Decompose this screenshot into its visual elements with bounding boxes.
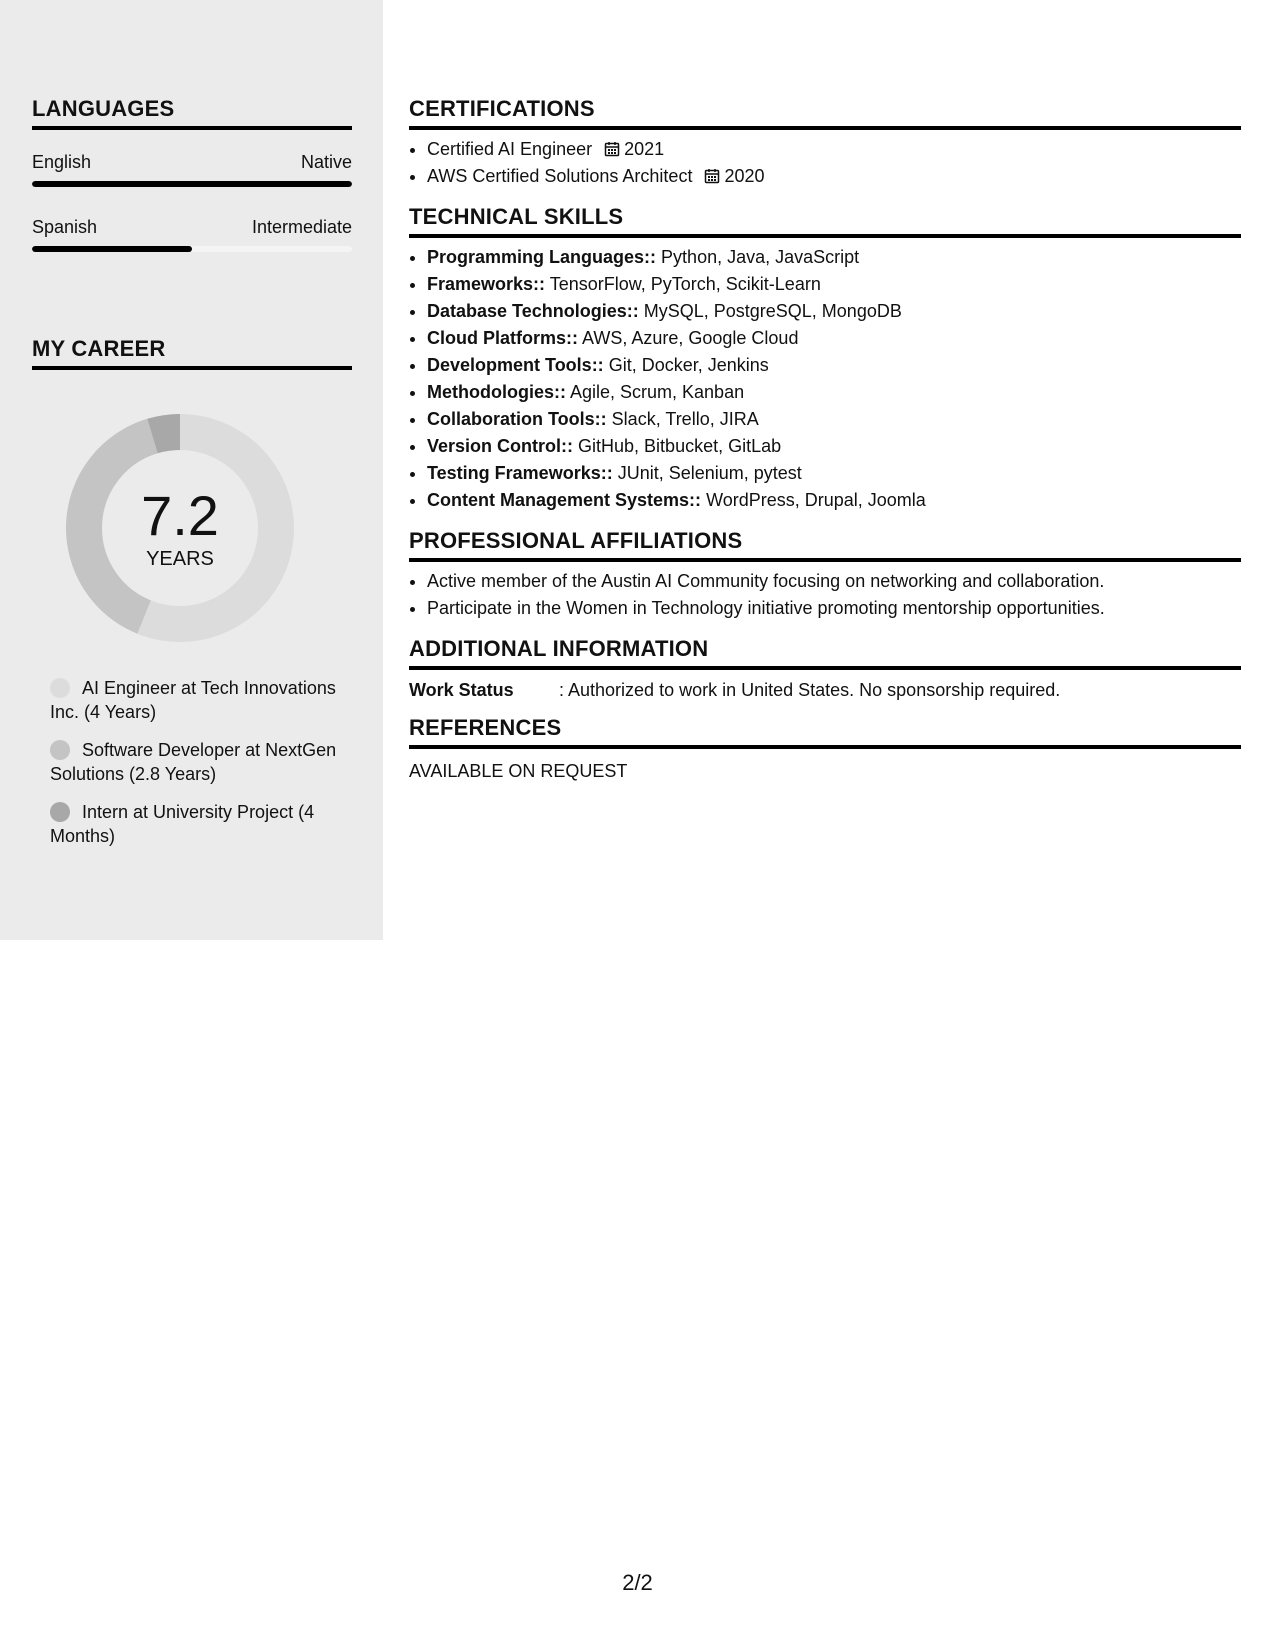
- languages-title: LANGUAGES: [32, 96, 352, 130]
- certification-name: AWS Certified Solutions Architect: [427, 166, 693, 186]
- skills-section: [409, 204, 1241, 514]
- skill-value: Git, Docker, Jenkins: [608, 355, 769, 375]
- work-status-label: Work Status: [409, 680, 514, 700]
- skill-value: JUnit, Selenium, pytest: [617, 463, 802, 483]
- career-section: [32, 336, 352, 370]
- skill-item: [427, 460, 1241, 487]
- language-level: Intermediate: [251, 217, 352, 237]
- skill-item: [427, 298, 1241, 325]
- skill-item: [427, 379, 1241, 406]
- skill-value: TensorFlow, PyTorch, Scikit-Learn: [549, 274, 821, 294]
- skill-label: Methodologies::: [427, 382, 566, 402]
- language-row: [32, 217, 352, 238]
- work-status-value: : Authorized to work in United States. No sponsorship required.: [559, 680, 1061, 700]
- skill-item: [427, 244, 1241, 271]
- skill-value: Slack, Trello, JIRA: [611, 409, 759, 429]
- certifications-section: [409, 96, 1241, 190]
- language-level-fill: [32, 181, 352, 187]
- main-content: [409, 96, 1241, 796]
- language-row: [32, 152, 352, 173]
- skill-item: [427, 271, 1241, 298]
- affiliations-section: [409, 528, 1241, 622]
- skill-label: Version Control::: [427, 436, 574, 456]
- calendar-icon: [604, 141, 620, 157]
- sidebar: [0, 0, 383, 940]
- certifications-list: [409, 136, 1241, 190]
- affiliations-title: PROFESSIONAL AFFILIATIONS: [409, 528, 1241, 562]
- skill-value: Python, Java, JavaScript: [661, 247, 860, 267]
- career-legend-item: [50, 676, 350, 724]
- skill-label: Collaboration Tools::: [427, 409, 607, 429]
- certification-item: [427, 136, 1241, 163]
- career-title: MY CAREER: [32, 336, 352, 370]
- references-text: AVAILABLE ON REQUEST: [409, 761, 628, 781]
- career-entry-label: Software Developer at NextGen Solutions (2.8 Years): [50, 740, 337, 784]
- career-legend-item: [50, 800, 350, 848]
- certification-item: [427, 163, 1241, 190]
- language-level-bar: [32, 181, 352, 187]
- skill-label: Testing Frameworks::: [427, 463, 613, 483]
- language-name: English: [32, 152, 92, 172]
- certifications-title: CERTIFICATIONS: [409, 96, 1241, 130]
- skill-label: Database Technologies::: [427, 301, 639, 321]
- skill-value: GitHub, Bitbucket, GitLab: [578, 436, 782, 456]
- skills-list: [409, 244, 1241, 514]
- career-total-value: 7.2: [141, 483, 219, 547]
- certification-year: 2020: [724, 166, 765, 186]
- career-legend-item: [50, 738, 350, 786]
- skill-item: [427, 433, 1241, 460]
- certification-year: 2021: [624, 139, 665, 159]
- references-section: [409, 715, 1241, 782]
- page-number: 2/2: [622, 1570, 653, 1595]
- skill-label: Frameworks::: [427, 274, 546, 294]
- references-title: REFERENCES: [409, 715, 1241, 749]
- donut-center: [64, 412, 296, 644]
- skill-item: [427, 487, 1241, 514]
- skills-title: TECHNICAL SKILLS: [409, 204, 1241, 238]
- legend-dot-icon: [50, 740, 70, 760]
- skill-value: AWS, Azure, Google Cloud: [582, 328, 799, 348]
- skill-label: Development Tools::: [427, 355, 604, 375]
- affiliation-item: • Active member of the Austin AI Community focusing on networking and collaboration.: [427, 568, 1241, 595]
- skill-item: [427, 325, 1241, 352]
- skill-value: WordPress, Drupal, Joomla: [706, 490, 926, 510]
- skill-item: [427, 352, 1241, 379]
- career-entry-label: AI Engineer at Tech Innovations Inc. (4 Years): [50, 678, 336, 722]
- career-donut-chart: [64, 412, 296, 644]
- additional-info-section: [409, 636, 1241, 701]
- career-total-unit: YEARS: [146, 547, 214, 570]
- languages-section: [32, 96, 352, 252]
- language-entry-spanish: [32, 217, 352, 252]
- legend-dot-icon: [50, 678, 70, 698]
- legend-dot-icon: [50, 802, 70, 822]
- language-level-bar: [32, 246, 352, 252]
- career-legend: [50, 676, 350, 862]
- certification-name: Certified AI Engineer: [427, 139, 593, 159]
- language-name: Spanish: [32, 217, 98, 237]
- skill-value: Agile, Scrum, Kanban: [570, 382, 745, 402]
- work-status-row: [409, 680, 1241, 701]
- calendar-icon: [704, 168, 720, 184]
- skill-label: Programming Languages::: [427, 247, 657, 267]
- skill-item: [427, 406, 1241, 433]
- language-level-fill: [32, 246, 192, 252]
- language-level: Native: [300, 152, 352, 172]
- career-entry-label: Intern at University Project (4 Months): [50, 802, 315, 846]
- skill-label: Cloud Platforms::: [427, 328, 578, 348]
- affiliation-item: • Participate in the Women in Technology initiative promoting mentorship opportunities.: [427, 595, 1241, 622]
- skill-value: MySQL, PostgreSQL, MongoDB: [643, 301, 902, 321]
- skill-label: Content Management Systems::: [427, 490, 702, 510]
- additional-info-title: ADDITIONAL INFORMATION: [409, 636, 1241, 670]
- language-entry-english: [32, 152, 352, 187]
- affiliations-list: [409, 568, 1241, 622]
